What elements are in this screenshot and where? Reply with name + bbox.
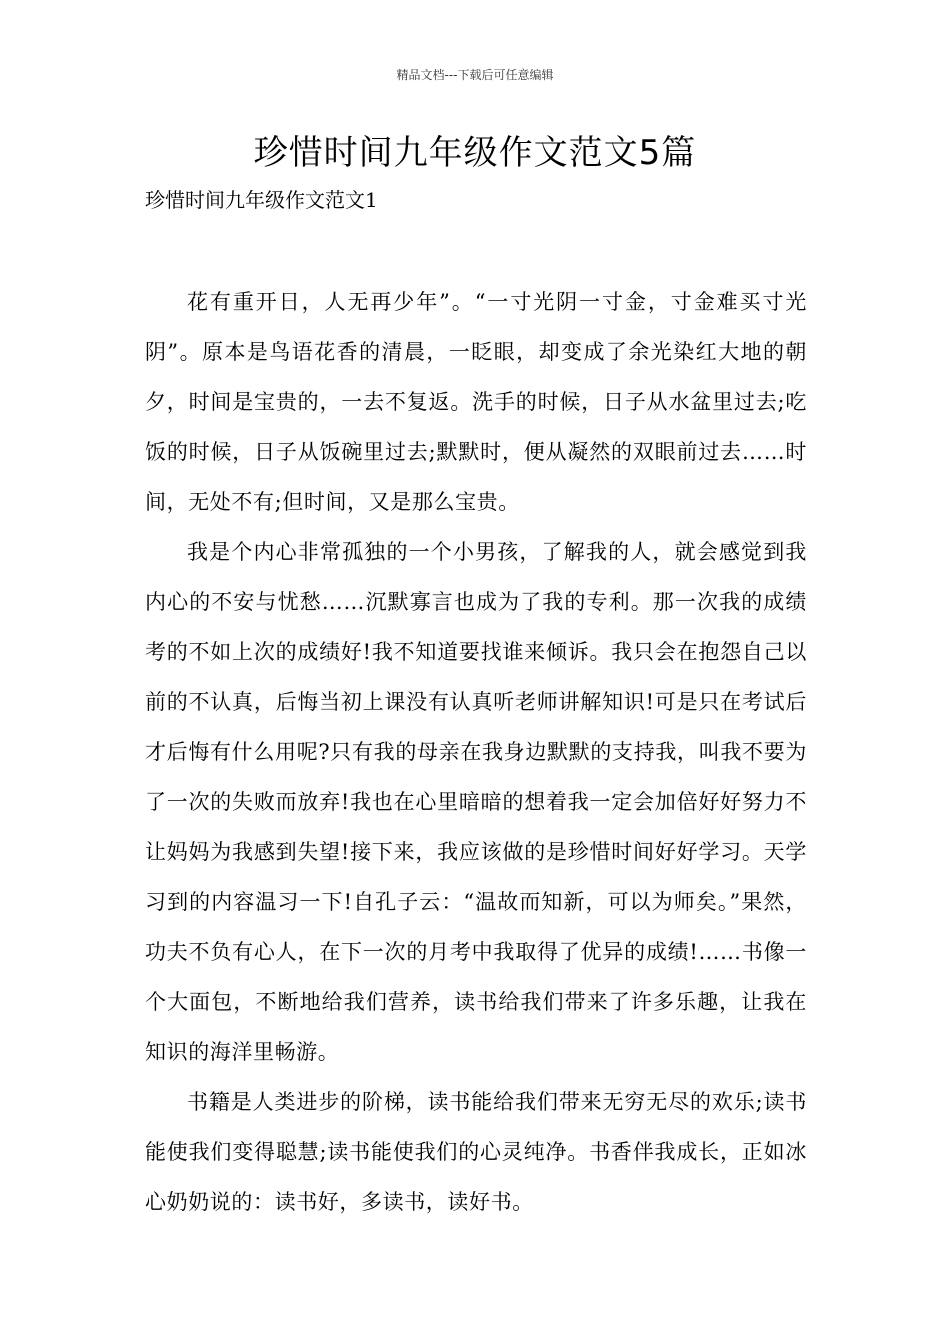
document-title: 珍惜时间九年级作文范文5篇: [253, 133, 697, 173]
section-heading: 珍惜时间九年级作文范文1: [145, 188, 378, 212]
page-header-note: 精品文档---下载后可任意编辑: [396, 68, 554, 82]
paragraph: 我是个内心非常孤独的一个小男孩，了解我的人，就会感觉到我内心的不安与忧愁……沉默寡言也成为了我的专利。那一次我的成绩考的不如上次的成绩好!我不知道要找谁来倾诉。我只会在抱怨自己以前的不认真，后悔当初上课没有认真听老师讲解知识!可是只在考试后才后悔有什么用呢?只有我的母亲在我身边默默的支持我，叫我不要为了一次的失败而放弃!我也在心里暗暗的想着我一定会加倍好好努力不让妈妈为我感到失望!接下来，我应该做的是珍惜时间好好学习。天学习到的内容温习一下!自孔子云：“温故而知新，可以为师矣。”果然，功夫不负有心人，在下一次的月考中我取得了优异的成绩!……书像一个大面包，不断地给我们营养，读书给我们带来了许多乐趣，让我在知识的海洋里畅游。: [145, 540, 807, 1064]
paragraph: 书籍是人类进步的阶梯，读书能给我们带来无穷无尽的欢乐;读书能使我们变得聪慧;读书能使我们的心灵纯净。书香伴我成长，正如冰心奶奶说的：读书好，多读书，读好书。: [145, 1090, 807, 1214]
paragraph: 花有重开日，人无再少年”。“一寸光阴一寸金，寸金难买寸光阴”。原本是鸟语花香的清晨，一眨眼，却变成了余光染红大地的朝夕，时间是宝贵的，一去不复返。洗手的时候，日子从水盆里过去;吃饭的时候，日子从饭碗里过去;默默时，便从凝然的双眼前过去……时间，无处不有;但时间，又是那么宝贵。: [145, 290, 807, 514]
article-body: [145, 277, 807, 1227]
